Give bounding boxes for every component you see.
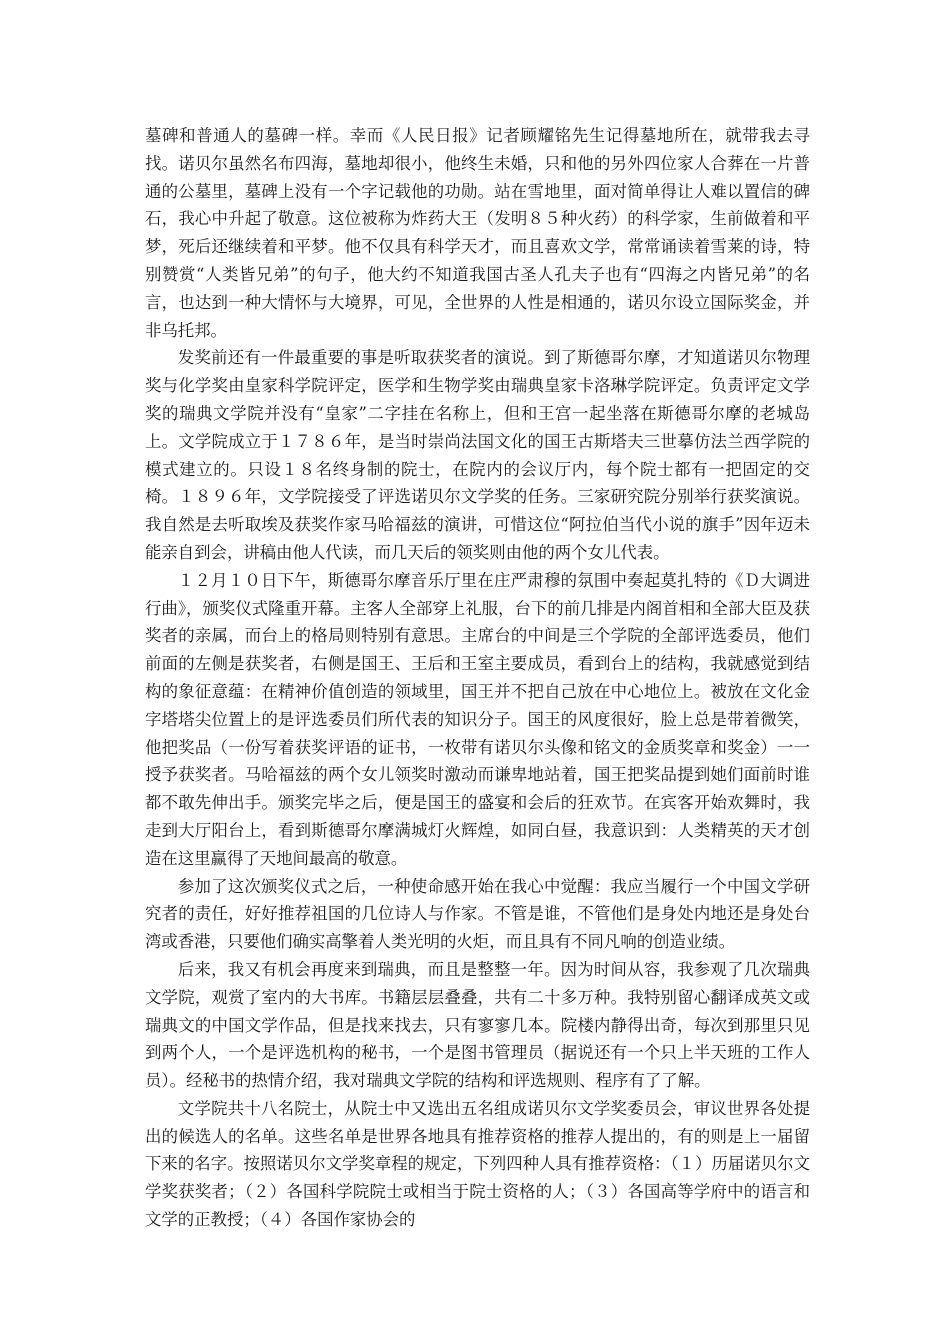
paragraph-nomination-rules: 文学院共十八名院士，从院士中又选出五名组成诺贝尔文学奖委员会，审议世界各处提出的候选人的名单。这些名单是世界各地具有推荐资格的推荐人提出的，有的则是上一届留下来的名字。按照诺贝尔文学奖章程的规定，下列四种人具有推荐资格：（１）历届诺贝尔文学奖获奖者；（２）各国科学院院士或相当于院士资格的人；（３）各国高等学府中的语言和文学的正教授；（４）各国作家协会的	[145, 1098, 810, 1230]
paragraph-award-speeches: 发奖前还有一件最重要的事是听取获奖者的演说。到了斯德哥尔摩，才知道诺贝尔物理奖与化学奖由皇家科学院评定，医学和生物学奖由瑞典皇家卡洛琳学院评定。负责评定文学奖的瑞典文学院并没有“皇家”二字挂在名称上，但和王宫一起坐落在斯德哥尔摩的老城岛上。文学院成立于１７８６年，是当时崇尚法国文化的国王古斯塔夫三世摹仿法兰西学院的模式建立的。只设１８名终身制的院士，在院内的会议厅内，每个院士都有一把固定的交椅。１８９６年，文学院接受了评选诺贝尔文学奖的任务。三家研究院分别举行获奖演说。我自然是去听取埃及获奖作家马哈福兹的演讲，可惜这位“阿拉伯当代小说的旗手”因年迈未能亲自到会，讲稿由他人代读，而几天后的领奖则由他的两个女儿代表。	[145, 348, 810, 562]
paragraph-sense-of-mission: 参加了这次颁奖仪式之后，一种使命感开始在我心中觉醒：我应当履行一个中国文学研究者的责任，好好推荐祖国的几位诗人与作家。不管是谁，不管他们是身处内地还是身处台湾或香港，只要他们确实高擎着人类光明的火炬，而且具有不同凡响的创造业绩。	[145, 876, 810, 952]
paragraph-award-ceremony: １２月１０日下午，斯德哥尔摩音乐厅里在庄严肃穆的氛围中奏起莫扎特的《Ｄ大调进行曲》，颁奖仪式隆重开幕。主客人全部穿上礼服，台下的前几排是内阁首相和全部大臣及获奖者的亲属，而台上的格局则特别有意思。主席台的中间是三个学院的全部评选委员，他们前面的左侧是获奖者，右侧是国王、王后和王室主要成员，看到台上的结构，我就感觉到结构的象征意蕴：在精神价值创造的领域里，国王并不把自己放在中心地位上。被放在文化金字塔塔尖位置上的是评选委员们所代表的知识分子。国王的风度很好，脸上总是带着微笑，他把奖品（一份写着获奖评语的证书，一枚带有诺贝尔头像和铭文的金质奖章和奖金）一一授予获奖者。马哈福兹的两个女儿领奖时激动而谦卑地站着，国王把奖品提到她们面前时谁都不敢先伸出手。颁奖完毕之后，便是国王的盛宴和会后的狂欢节。在宾客开始欢舞时，我走到大厅阳台上，看到斯德哥尔摩满城灯火辉煌，如同白昼，我意识到：人类精英的天才创造在这里赢得了天地间最高的敬意。	[145, 570, 810, 868]
paragraph-swedish-academy-visit: 后来，我又有机会再度来到瑞典，而且是整整一年。因为时间从容，我参观了几次瑞典文学院，观赏了室内的大书库。书籍层层叠叠，共有二十多万种。我特别留心翻译成英文或瑞典文的中国文学作品，但是找来找去，只有寥寥几本。院楼内静得出奇，每次到那里只见到两个人，一个是评选机构的秘书，一个是图书管理员（据说还有一个只上半天班的工作人员）。经秘书的热情介绍，我对瑞典文学院的结构和评选规则、程序有了了解。	[145, 959, 810, 1091]
document-page	[145, 122, 810, 1234]
paragraph-nobel-grave: 墓碑和普通人的墓碑一样。幸而《人民日报》记者顾耀铭先生记得墓地所在，就带我去寻找。诺贝尔虽然名布四海，墓地却很小，他终生未婚，只和他的另外四位家人合葬在一片普通的公墓里，墓碑上没有一个字记载他的功勋。站在雪地里，面对简单得让人难以置信的碑石，我心中升起了敬意。这位被称为炸药大王（发明８５种火药）的科学家，生前做着和平梦，死后还继续着和平梦。他不仅具有科学天才，而且喜欢文学，常常诵读着雪莱的诗，特别赞赏“人类皆兄弟”的句子，他大约不知道我国古圣人孔夫子也有“四海之内皆兄弟”的名言，也达到一种大情怀与大境界，可见，全世界的人性是相通的，诺贝尔设立国际奖金，并非乌托邦。	[145, 126, 810, 340]
